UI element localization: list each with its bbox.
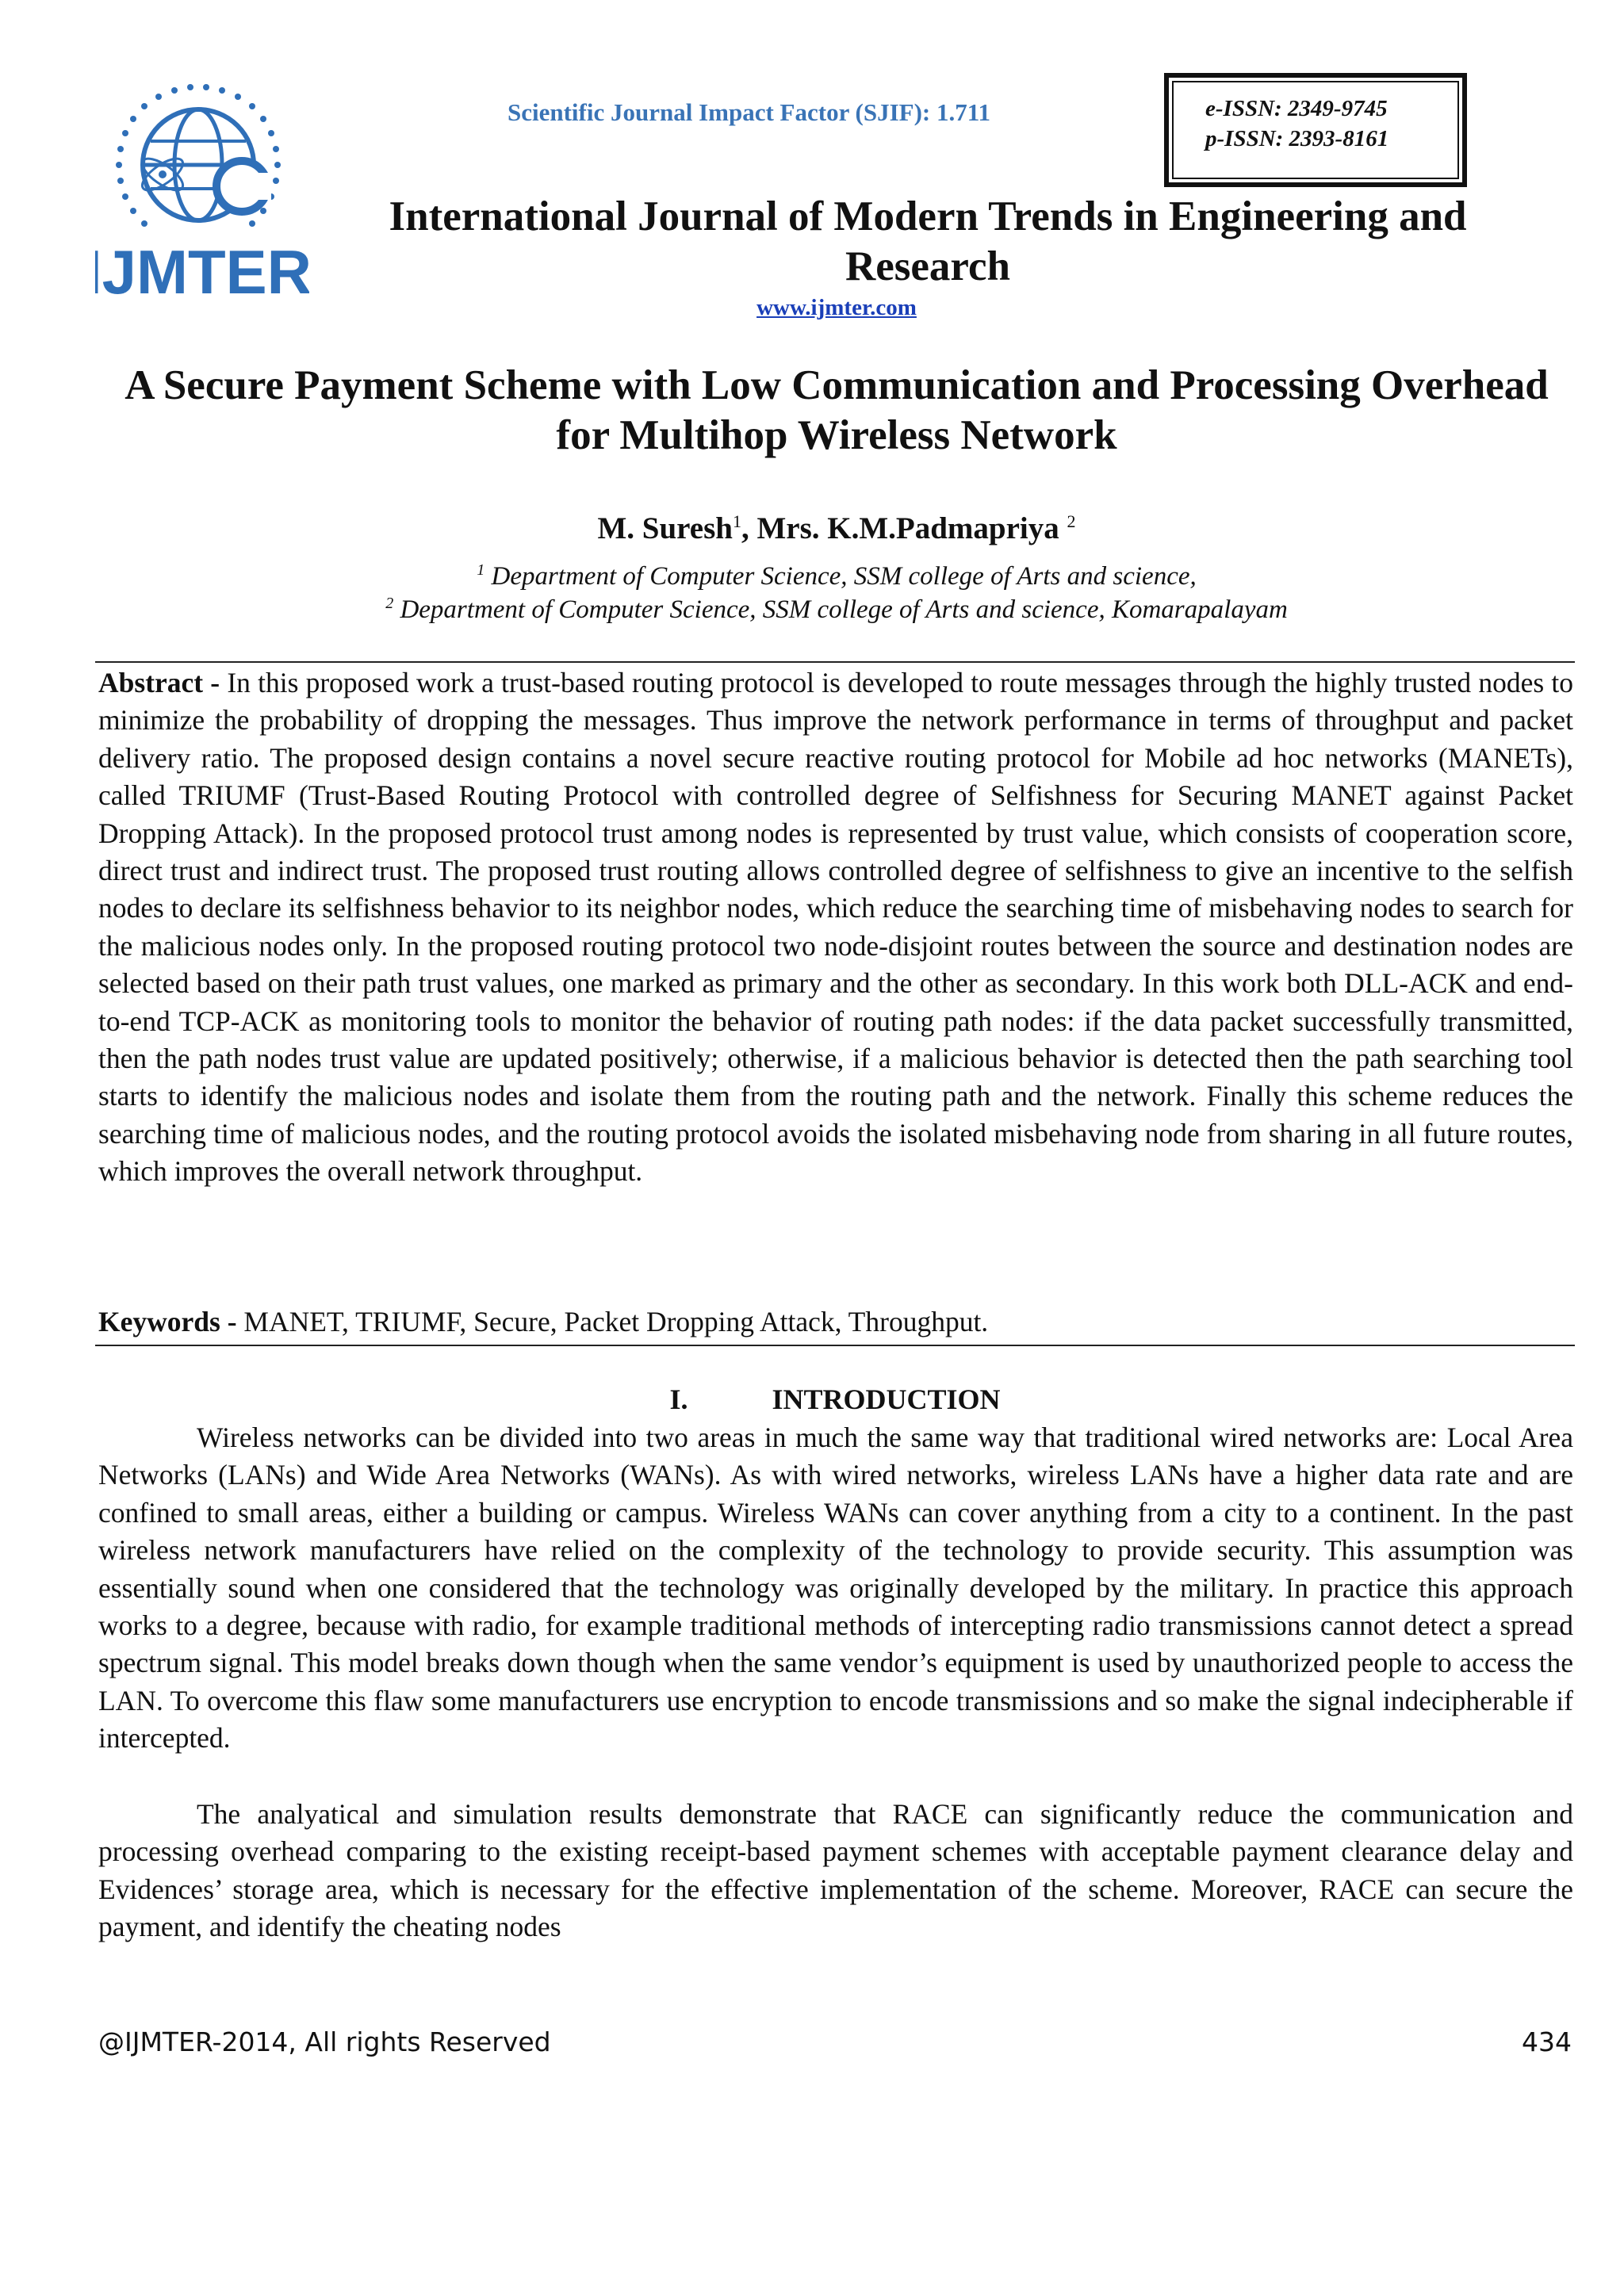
- ijmter-logo: [95, 79, 309, 309]
- p-issn: p-ISSN: 2393-8161: [1205, 126, 1389, 151]
- section-title: INTRODUCTION: [772, 1383, 1001, 1415]
- logo-text: IJMTER: [95, 237, 309, 307]
- journal-url-link[interactable]: www.ijmter.com: [756, 295, 917, 320]
- section-heading-introduction: [95, 1383, 1575, 1416]
- footer-copyright: @IJMTER-2014, All rights Reserved: [98, 2026, 551, 2057]
- abstract-top-rule: [95, 661, 1575, 663]
- affiliation-2: [119, 587, 1554, 626]
- author-1: M. Suresh: [597, 511, 733, 545]
- globe-logo-icon: [95, 79, 309, 309]
- keywords-text: MANET, TRIUMF, Secure, Packet Dropping Attack, Throughput.: [243, 1306, 989, 1337]
- intro-paragraph-2: The analyatical and simulation results demonstrate that RACE can significantly reduce the communication and processing overhead comparing to the existing receipt-based payment schemes with acceptable payment clearance delay and Evidences’ storage area, which is necessary for the effective implementation of the scheme. Moreover, RACE can secure the payment, and identify the cheating nodes: [98, 1798, 1573, 1943]
- issn-box: [1164, 73, 1467, 187]
- intro-paragraph-1: Wireless networks can be divided into two areas in much the same way that traditional wired networks are: Local Area Networks (LANs) and Wide Area Networks (WANs). As with wired networks, wireless LANs have a higher data rate and are confined to small areas, either a building or campus. Wireless WANs can cover anything from a city to a continent. In the past wireless network manufacturers have relied on the complexity of the technology to provide security. This assumption was essentially sound when one considered that the technology was originally developed by the military. In practice this approach works to a degree, because with radio, for example traditional methods of intercepting radio transmissions cannot detect a spread spectrum signal. This model breaks down though when the same vendor’s equipment is used by unauthorized people to access the LAN. To overcome this flaw some manufacturers use encryption to encode transmissions and so make the signal indecipherable if intercepted.: [98, 1422, 1573, 1755]
- affiliation-2-sup: 2: [385, 595, 394, 612]
- authors-line: [119, 511, 1554, 546]
- affiliation-1-sup: 1: [477, 561, 485, 579]
- author-2-sup: 2: [1067, 511, 1076, 531]
- paper-title: A Secure Payment Scheme with Low Communication and Processing Overhead for Multihop Wireless Network: [124, 362, 1549, 458]
- author-separator: ,: [741, 511, 757, 545]
- section-number: I.: [669, 1383, 688, 1415]
- abstract-label: Abstract -: [98, 667, 228, 698]
- abstract-text: In this proposed work a trust-based routing protocol is developed to route messages through the highly trusted nodes to minimize the probability of dropping the messages. Thus improve the network performance in terms of throughput and packet delivery ratio. The proposed design contains a novel secure reactive routing protocol for Mobile ad hoc networks (MANETs), called TRIUMF (Trust-Based Routing Protocol with controlled degree of Selfishness for Securing MANET against Packet Dropping Attack). In the proposed protocol trust among nodes is represented by trust value, which consists of cooperation score, direct trust and indirect trust. The proposed trust routing allows controlled degree of selfishness to give an incentive to the selfish nodes to declare its selfishness behavior to its neighbor nodes, which reduce the searching time of misbehaving nodes to search for the malicious nodes only. In the proposed routing protocol two node-disjoint routes between the source and destination nodes are selected based on their path trust values, one marked as primary and the other as secondary. In this work both DLL-ACK and end- to-end TCP-ACK as monitoring tools to monitor the behavior of routing path nodes: if the data packet successfully transmitted, then the path nodes trust value are updated positively; otherwise, if a malicious behavior is detected then the path searching tool starts to identify the malicious nodes and isolate them from the routing path and the network. Finally this scheme reduces the searching time of malicious nodes, and the routing protocol avoids the isolated misbehaving node from sharing in all future routes, which improves the overall network throughput.: [98, 667, 1573, 1188]
- keywords-bottom-rule: [95, 1345, 1575, 1346]
- keywords-paragraph: [98, 1303, 1573, 1341]
- footer-page-number: 434: [1522, 2026, 1572, 2057]
- journal-title: International Journal of Modern Trends in Engineering and Research: [389, 193, 1467, 289]
- sjif-impact-factor: Scientific Journal Impact Factor (SJIF): 1.711: [508, 98, 991, 126]
- e-issn: e-ISSN: 2349-9745: [1205, 96, 1388, 121]
- abstract-paragraph: [98, 664, 1573, 1191]
- author-1-sup: 1: [732, 511, 741, 531]
- affiliation-2-text: Department of Computer Science, SSM college of Arts and science, Komarapalayam: [393, 595, 1288, 624]
- author-2: Mrs. K.M.Padmapriya: [756, 511, 1067, 545]
- affiliation-1-text: Department of Computer Science, SSM college of Arts and science,: [485, 562, 1197, 591]
- issn-inner-frame: [1172, 81, 1459, 179]
- keywords-label: Keywords -: [98, 1306, 244, 1337]
